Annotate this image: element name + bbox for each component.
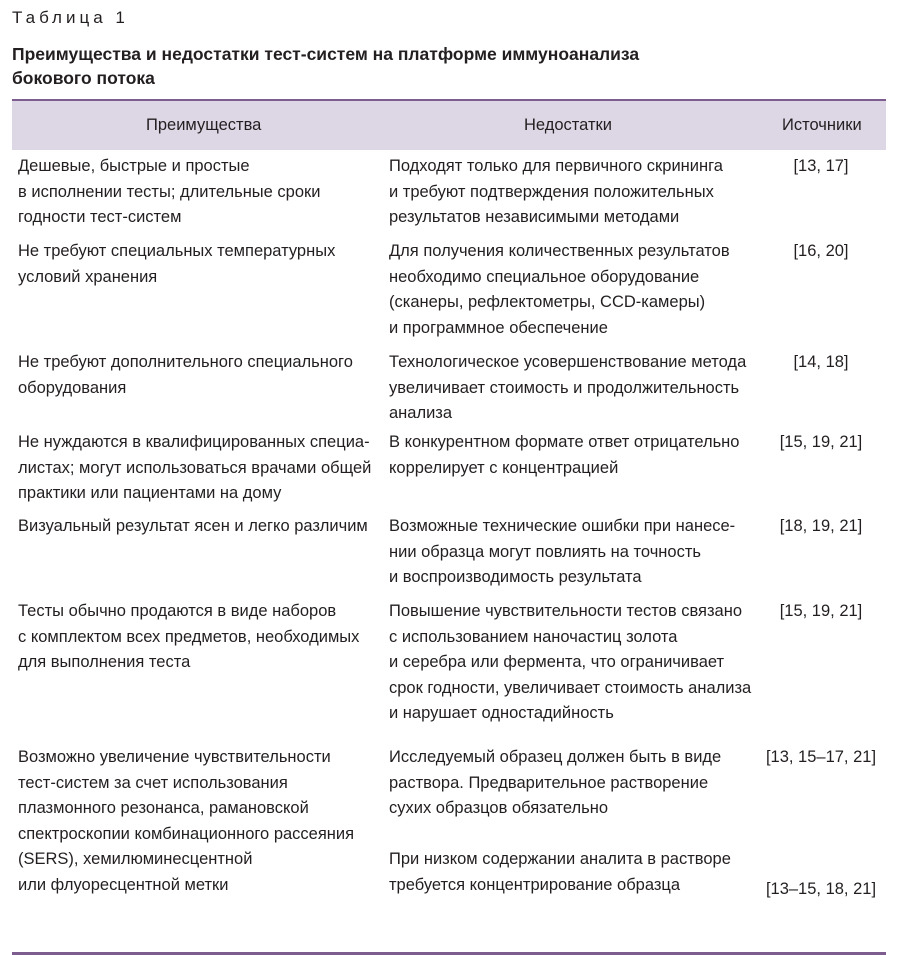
row-3-pros: Не требуют дополнительного специального оборудования	[18, 353, 353, 397]
row-6-sources: [15, 19, 21]	[779, 602, 863, 620]
row-5-cons: Возможные технические ошибки при нанесе- нии образца могут повлиять на точность и воспроизводимость результата	[389, 517, 736, 587]
row-6-cons: Повышение чувствительности тестов связано с использованием наночастиц золота и серебра или фермента, что ограничивает срок годности, увеличивает стоимость анализа и нарушает одностадийность	[389, 602, 752, 723]
header-pros: Преимущества	[146, 116, 262, 134]
row-4-cons: В конкурентном формате ответ отрицательно коррелирует с концентрацией	[389, 433, 740, 477]
row-5-pros: Визуальный результат ясен и легко различим	[18, 517, 368, 535]
row-2-cons: Для получения количественных результатов необходимо специальное оборудование (сканеры, рефлектометры, CCD-камеры) и программное обеспечение	[389, 242, 730, 337]
row-5-sources: [18, 19, 21]	[779, 517, 863, 535]
row-3-sources: [14, 18]	[793, 353, 849, 371]
row-8-cons: При низком содержании аналита в растворе требуется концентрирование образца	[389, 850, 731, 894]
header-sources: Источники	[782, 116, 862, 134]
table-title	[12, 42, 872, 90]
row-1-cons: Подходят только для первичного скрининга и требуют подтверждения положительных результатов независимыми методами	[389, 157, 723, 227]
row-3-cons: Технологическое усовершенствование метода увеличивает стоимость и продолжительность анализа	[389, 353, 747, 423]
row-2-pros: Не требуют специальных температурных условий хранения	[18, 242, 336, 286]
row-7-pros: Возможно увеличение чувствительности тест-систем за счет использования плазмонного резонанса, рамановской спектроскопии комбинационного рассеяния (SERS), хемилюминесцентной или флуоресцентной метки	[18, 748, 355, 894]
header-cons: Недостатки	[524, 116, 612, 134]
row-1-pros: Дешевые, быстрые и простые в исполнении тесты; длительные сроки годности тест-систем	[18, 157, 321, 227]
row-7-sources: [13, 15–17, 21]	[765, 748, 877, 766]
row-2-sources: [16, 20]	[793, 242, 849, 260]
comparison-table	[12, 99, 886, 955]
table-body	[12, 150, 886, 952]
table-title-text: Преимущества и недостатки тест-систем на платформе иммуноанализа бокового потока	[12, 44, 640, 88]
row-6-pros: Тесты обычно продаются в виде наборов с комплектом всех предметов, необходимых для выполнения теста	[18, 602, 360, 672]
row-1-sources: [13, 17]	[793, 157, 849, 175]
table-header-row	[12, 101, 886, 150]
row-7-cons: Исследуемый образец должен быть в виде раствора. Предварительное растворение сухих образцов обязательно	[389, 748, 722, 818]
row-4-sources: [15, 19, 21]	[779, 433, 863, 451]
row-8-sources: [13–15, 18, 21]	[765, 880, 877, 898]
row-4-pros: Не нуждаются в квалифицированных специа- листах; могут использоваться врачами общей практики или пациентами на дому	[18, 433, 372, 503]
table-label: Таблица 1	[12, 8, 129, 27]
